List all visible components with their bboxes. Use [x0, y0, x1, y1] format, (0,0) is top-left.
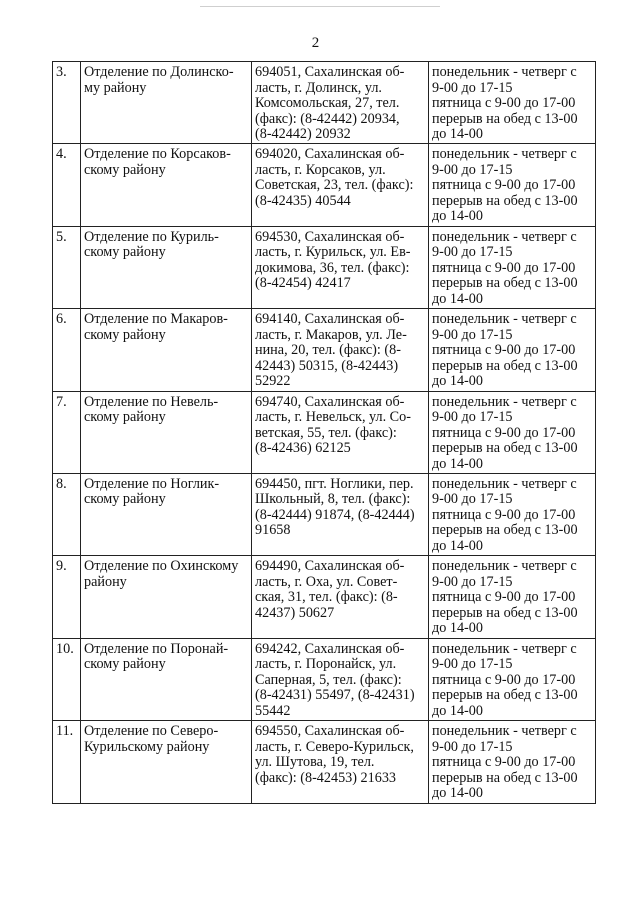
office-hours-line: до 14-00 — [432, 373, 483, 390]
office-name-line: скому району — [84, 326, 166, 343]
office-hours-line: до 14-00 — [432, 702, 483, 719]
office-address-line: (8-42435) 40544 — [255, 192, 351, 209]
top-rule — [200, 6, 440, 7]
office-name-line: Отделение по Северо- — [84, 723, 219, 740]
office-hours-line: пятница с 9-00 до 17-00 — [432, 671, 576, 688]
office-address-line: 694051, Сахалинская об- — [255, 64, 405, 80]
office-hours-cell — [429, 226, 596, 308]
office-address-cell — [252, 556, 429, 638]
office-address-line: (8-42444) 91874, (8-42444) — [255, 506, 415, 523]
office-hours-cell — [429, 556, 596, 638]
office-address-line: нина, 20, тел. (факс): (8- — [255, 342, 401, 359]
table-row — [53, 721, 596, 803]
office-hours-line: перерыв на обед с 13-00 — [432, 192, 578, 209]
office-hours-line: перерыв на обед с 13-00 — [432, 604, 578, 621]
office-hours-line: до 14-00 — [432, 537, 483, 554]
office-address-line: ласть, г. Макаров, ул. Ле- — [255, 326, 407, 343]
office-address-line: (8-42431) 55497, (8-42431) — [255, 687, 415, 704]
office-name-cell — [81, 638, 252, 720]
office-name-cell — [81, 226, 252, 308]
office-address-cell — [252, 638, 429, 720]
office-hours-line: перерыв на обед с 13-00 — [432, 769, 578, 786]
table-row — [53, 62, 596, 144]
office-hours-line: пятница с 9-00 до 17-00 — [432, 95, 576, 111]
office-hours-line: перерыв на обед с 13-00 — [432, 275, 578, 292]
office-name-line: скому району — [84, 491, 166, 508]
office-name-cell — [81, 309, 252, 391]
office-name-line: скому району — [84, 161, 166, 178]
row-number: 7. — [53, 391, 81, 473]
row-number: 9. — [53, 556, 81, 638]
office-hours-line: пятница с 9-00 до 17-00 — [432, 424, 576, 441]
office-hours-line: пятница с 9-00 до 17-00 — [432, 754, 576, 771]
office-name-line: Отделение по Долинско- — [84, 64, 234, 80]
office-hours-cell — [429, 638, 596, 720]
table-row — [53, 144, 596, 226]
office-name-line: скому району — [84, 244, 166, 261]
office-name-cell — [81, 144, 252, 226]
office-hours-line: 9-00 до 17-15 — [432, 573, 513, 590]
office-address-cell — [252, 721, 429, 803]
office-hours-line: 9-00 до 17-15 — [432, 491, 513, 508]
office-hours-line: перерыв на обед с 13-00 — [432, 440, 578, 457]
office-address-line: ласть, г. Курильск, ул. Ев- — [255, 244, 411, 261]
office-address-line: (факс): (8-42442) 20934, — [255, 110, 400, 127]
row-number: 10. — [53, 638, 81, 720]
office-name-line: Отделение по Макаров- — [84, 311, 228, 328]
row-number: 5. — [53, 226, 81, 308]
office-hours-line: перерыв на обед с 13-00 — [432, 687, 578, 704]
office-hours-cell — [429, 144, 596, 226]
office-hours-line: понедельник - четверг с — [432, 723, 577, 740]
office-address-line: (8-42436) 62125 — [255, 440, 351, 457]
office-address-line: Школьный, 8, тел. (факс): — [255, 491, 411, 508]
office-address-line: (8-42454) 42417 — [255, 275, 351, 292]
office-address-line: 52922 — [255, 373, 291, 390]
row-number: 8. — [53, 473, 81, 555]
office-address-line: (8-42442) 20932 — [255, 126, 351, 142]
office-address-cell — [252, 144, 429, 226]
office-hours-line: до 14-00 — [432, 455, 483, 472]
office-hours-cell — [429, 391, 596, 473]
office-name-line: Курильскому району — [84, 738, 210, 755]
office-address-line: Саперная, 5, тел. (факс): — [255, 671, 402, 688]
office-hours-line: понедельник - четверг с — [432, 640, 577, 657]
office-name-line: скому району — [84, 656, 166, 673]
office-address-line: 91658 — [255, 522, 291, 539]
office-hours-line: до 14-00 — [432, 208, 483, 225]
office-address-line: ласть, г. Долинск, ул. — [255, 79, 382, 96]
office-address-cell — [252, 309, 429, 391]
office-hours-line: пятница с 9-00 до 17-00 — [432, 342, 576, 359]
office-address-line: Комсомольская, 27, тел. — [255, 95, 400, 111]
office-address-cell — [252, 226, 429, 308]
office-address-line: Советская, 23, тел. (факс): — [255, 177, 414, 194]
office-name-cell — [81, 556, 252, 638]
office-hours-line: пятница с 9-00 до 17-00 — [432, 589, 576, 606]
office-address-line: ласть, г. Северо-Курильск, — [255, 738, 414, 755]
office-address-line: (факс): (8-42453) 21633 — [255, 769, 397, 786]
page-number: 2 — [311, 35, 320, 51]
office-hours-line: понедельник - четверг с — [432, 311, 577, 328]
office-hours-line: 9-00 до 17-15 — [432, 79, 513, 96]
office-address-line: 694740, Сахалинская об- — [255, 393, 405, 410]
office-address-line: ласть, г. Оха, ул. Совет- — [255, 573, 398, 590]
office-address-line: 694450, пгт. Ноглики, пер. — [255, 475, 414, 492]
row-number: 11. — [53, 721, 81, 803]
office-address-line: 694550, Сахалинская об- — [255, 723, 405, 740]
office-hours-line: пятница с 9-00 до 17-00 — [432, 259, 576, 276]
office-hours-line: пятница с 9-00 до 17-00 — [432, 177, 576, 194]
row-number: 4. — [53, 144, 81, 226]
row-number: 6. — [53, 309, 81, 391]
office-hours-line: понедельник - четверг с — [432, 64, 577, 80]
office-hours-line: перерыв на обед с 13-00 — [432, 110, 578, 127]
office-address-line: докимова, 36, тел. (факс): — [255, 259, 410, 276]
office-hours-line: понедельник - четверг с — [432, 228, 577, 245]
office-hours-line: 9-00 до 17-15 — [432, 244, 513, 261]
office-name-line: му району — [84, 79, 147, 96]
office-address-line: 42443) 50315, (8-42443) — [255, 357, 399, 374]
office-hours-line: до 14-00 — [432, 290, 483, 307]
office-address-cell — [252, 473, 429, 555]
office-address-line: 694530, Сахалинская об- — [255, 228, 405, 245]
office-name-cell — [81, 473, 252, 555]
office-address-line: ская, 31, тел. (факс): (8- — [255, 589, 398, 606]
table-row — [53, 638, 596, 720]
office-hours-line: 9-00 до 17-15 — [432, 656, 513, 673]
office-name-line: району — [84, 573, 127, 590]
office-address-line: 694490, Сахалинская об- — [255, 558, 405, 575]
office-hours-line: до 14-00 — [432, 126, 483, 142]
office-hours-line: перерыв на обед с 13-00 — [432, 522, 578, 539]
office-name-line: Отделение по Поронай- — [84, 640, 229, 657]
office-hours-line: 9-00 до 17-15 — [432, 738, 513, 755]
table-row — [53, 473, 596, 555]
table-row — [53, 226, 596, 308]
office-address-line: 694140, Сахалинская об- — [255, 311, 405, 328]
office-address-cell — [252, 62, 429, 144]
table-row — [53, 309, 596, 391]
office-address-line: ул. Шутова, 19, тел. — [255, 754, 375, 771]
office-hours-line: до 14-00 — [432, 620, 483, 637]
office-address-line: 42437) 50627 — [255, 604, 335, 621]
table-row — [53, 391, 596, 473]
office-name-cell — [81, 62, 252, 144]
offices-table-body — [53, 62, 596, 804]
office-name-cell — [81, 391, 252, 473]
table-row — [53, 556, 596, 638]
office-address-line: ласть, г. Невельск, ул. Со- — [255, 409, 411, 426]
office-name-cell — [81, 721, 252, 803]
office-hours-line: понедельник - четверг с — [432, 146, 577, 163]
office-hours-cell — [429, 62, 596, 144]
office-hours-line: понедельник - четверг с — [432, 475, 577, 492]
office-name-line: Отделение по Куриль- — [84, 228, 219, 245]
office-address-line: ласть, г. Корсаков, ул. — [255, 161, 386, 178]
office-name-line: скому району — [84, 409, 166, 426]
office-hours-line: 9-00 до 17-15 — [432, 161, 513, 178]
office-hours-line: до 14-00 — [432, 785, 483, 802]
office-address-line: 694242, Сахалинская об- — [255, 640, 405, 657]
office-hours-line: понедельник - четверг с — [432, 393, 577, 410]
office-address-line: ласть, г. Поронайск, ул. — [255, 656, 397, 673]
office-name-line: Отделение по Охинскому — [84, 558, 239, 575]
offices-table — [52, 61, 596, 804]
office-hours-line: 9-00 до 17-15 — [432, 326, 513, 343]
office-address-cell — [252, 391, 429, 473]
office-name-line: Отделение по Ноглик- — [84, 475, 220, 492]
office-hours-line: понедельник - четверг с — [432, 558, 577, 575]
office-name-line: Отделение по Невель- — [84, 393, 219, 410]
office-hours-line: пятница с 9-00 до 17-00 — [432, 506, 576, 523]
office-hours-line: перерыв на обед с 13-00 — [432, 357, 578, 374]
office-address-line: 55442 — [255, 702, 291, 719]
office-hours-cell — [429, 721, 596, 803]
office-hours-cell — [429, 473, 596, 555]
office-hours-cell — [429, 309, 596, 391]
office-address-line: ветская, 55, тел. (факс): — [255, 424, 397, 441]
row-number: 3. — [53, 62, 81, 144]
office-name-line: Отделение по Корсаков- — [84, 146, 231, 163]
office-address-line: 694020, Сахалинская об- — [255, 146, 405, 163]
office-hours-line: 9-00 до 17-15 — [432, 409, 513, 426]
